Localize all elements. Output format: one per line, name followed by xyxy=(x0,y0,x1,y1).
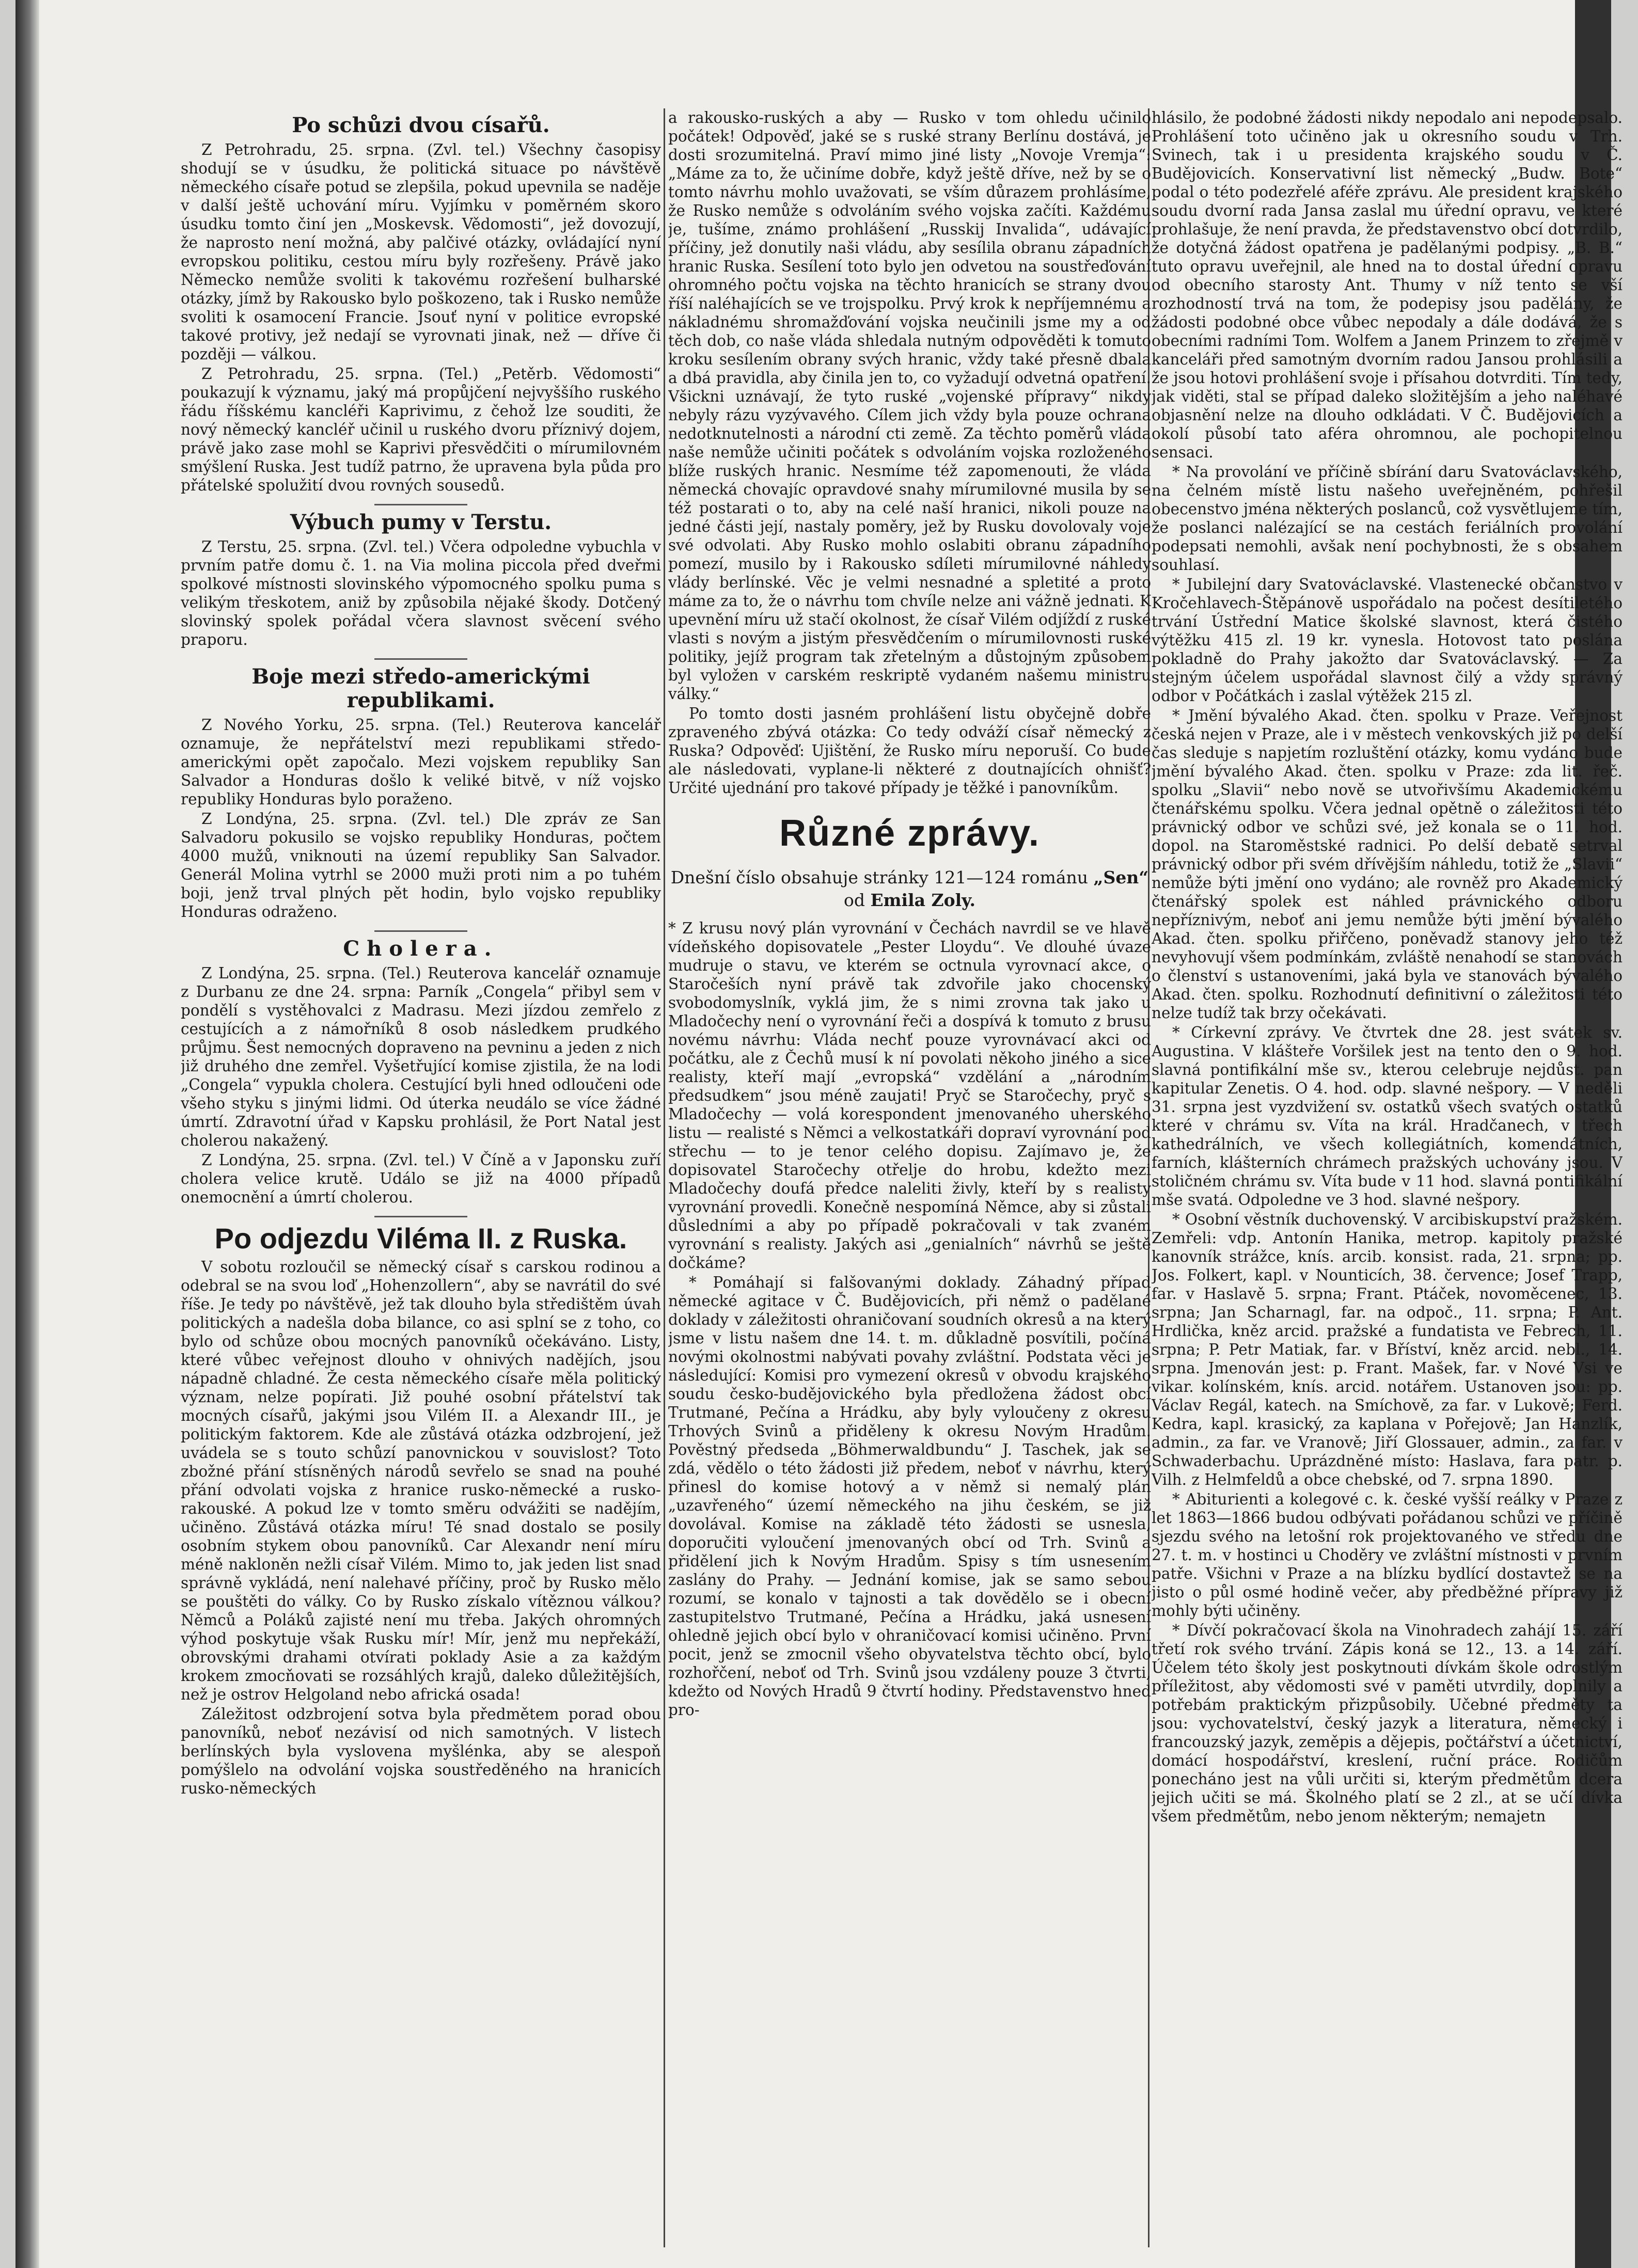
article-paragraph: Z Petrohradu, 25. srpna. (Zvl. tel.) Všechny časopisy shodují se v úsudku, že politická situace po návštěvě německého císaře potud se zlepšila, pokud upevnila se naděje v další ještě uchování míru. Vyjímku v poměrném skoro úsudku tomto činí jen „Moskevsk. Vědomosti“, jež dovozují, že naprosto není možná, aby palčivé otázky, ovládající nyní evropskou politiku, cestou míru byly rozřešeny. Právě jako Německo nemůže svoliti k takovému rozřešení bulharské otázky, jímž by Rakousko bylo poškozeno, tak i Rusko nemůže svoliti k osamocení Francie. Jsouť nyní v politice evropské takové protivy, jež nedají se vyrovnati jinak, než — dříve či později — válkou. xyxy=(181,141,661,363)
article-paragraph: hlásilo, že podobné žádosti nikdy nepodalo ani nepodepsalo. Prohlášení toto učiněno jak u okresního soudu v Trh. Svinech, tak i u presidenta krajského soudu v Č. Budějovicích. Konservativní list německý „Budw. Bote“ podal o této podezřelé aféře zprávu. Ale president krajského soudu dvorní rada Jansa zaslal mu úřední opravu, ve které prohlašuje, že není pravda, že představenstvo obcí dotvrdilo, že dotyčná žádost opatřena je padělanými podpisy. „B. B.“ tuto opravu uveřejnil, ale hned na to dostal úřední opravu od obecního starosty Ant. Thumy v níž tento se vší rozhodností trvá na tom, že podepisy jsou padělány, že žádosti podobné obce vůbec nepodaly a dále dodává, že s obecními radními Tom. Wolfem a Janem Prinzem to zřejmě v kanceláři před samotným dvorním radou Jansou prohlásili a že jsou hotovi prohlášení svoje i přísahou dotvrditi. Tím tedy, jak viděti, stal se případ daleko složitějším a jeho naléhavé objasnění nelze na dlouho odkládati. V Č. Budějovicích a okolí působí tato aféra ohromnou, ale pochopitelnou sensaci. xyxy=(1152,109,1623,461)
notice-title: „Sen“ xyxy=(1093,867,1149,887)
article-heading: Cholera. xyxy=(343,937,499,961)
article-paragraph: Z Nového Yorku, 25. srpna. (Tel.) Reuterova kancelář oznamuje, že nepřátelství mezi republikami středo-americkými opět započalo. Mezi vojskem republiky San Salvador a Honduras došlo k veliké bitvě, v níž vojsko republiky Honduras bylo poraženo. xyxy=(181,716,661,808)
article xyxy=(668,919,1151,1719)
article xyxy=(181,114,661,495)
serial-notice xyxy=(668,866,1151,912)
page-fold-shadow xyxy=(15,0,39,2268)
article-heading: Výbuch pumy v Terstu. xyxy=(290,510,552,534)
column-2 xyxy=(668,108,1151,2253)
notice-author: Emila Zoly. xyxy=(870,890,975,910)
article-paragraph: * Jubilejní dary Svatováclavské. Vlastenecké občanstvo v Kročehlavech-Štěpánově uspořádalo na počest desítiletého trvání Ústřední Matice školské slavnost, která čistého výtěžku 415 zl. 19 kr. vynesla. Hotovost tato poslána pokladně do Prahy jakožto dar Svatováclavský. — Za stejným účelem uspořádal slavnost čilý a vždy správný odbor v Počátkách i zaslal výtěžek 215 zl. xyxy=(1152,576,1623,705)
article-paragraph: * Osobní věstník duchovenský. V arcibiskupství pražském. Zemřeli: vdp. Antonín Hanika, metrop. kapitoly pražské kanovník strážce, knís. arcib. konsist. rada, 21. srpna; pp. Jos. Folkert, kapl. v Nounticích, 38. července; Josef Trapp, far. v Haslavě 5. srpna; Frant. Ptáček, novoměcenec, 13. srpna; Jan Scharnagl, far. na odpoč., 11. srpna; P. Ant. Hrdlička, kněz arcid. pražské a fundatista ve Febrech, 11. srpna; P. Petr Matiak, far. v Bříství, kněz arcid. nebl., 14. srpna. Jmenován jest: p. Frant. Mašek, far. v Nové Vsi ve vikar. kolínském, knís. arcid. notářem. Ustanoven jsou: pp. Václav Regál, katech. na Smíchově, za far. v Lukově; Ferd. Kedra, kapl. krasický, za kaplana v Pořejově; Jan Hanzlík, admin., za far. ve Vranově; Jiří Glossauer, admin., za far. v Schwaderbachu. Uprázdněné místo: Haslava, fara patr. p. Vilh. z Helmfeldů a obce chebské, od 7. srpna 1890. xyxy=(1152,1211,1623,1488)
article-paragraph: Z Terstu, 25. srpna. (Zvl. tel.) Včera odpoledne vybuchla v prvním patře domu č. 1. na Via molina piccola před dveřmi spolkové místnosti slovinského výpomocného spolku puma s velikým třeskotem, aniž by způsobila nějaké škody. Dotčený slovinský spolek pořádal včera slavnost svěcení svého praporu. xyxy=(181,538,661,648)
article-paragraph: * Z krusu nový plán vyrovnání v Čechách navrdil se ve hlavě vídeňského dopisovatele „Pester Lloydu“. Ve dlouhé úvaze mudruje o stavu, ve kterém se octnula vyrovnací akce, o Staročeších nyní právě tak zdvořile jako chocenský svobodomyslník, vyklá jim, že s nimi zrovna tak jako u Mladočechy není o vyrovnání řeči a dospívá k tomuto z brusu novému návrhu: Vláda nechť pouze vyrovnávací akci od počátku, ale z Čechů musí k ní povolati někoho jiného a sice realisty, kteří mají „evropská“ vzdělání a „národním předsudkem“ jsou méně zaujati! Pryč se Staročechy, pryč s Mladočechy — volá korespondent jmenovaného uherského listu — realisté s Němci a velkostatkáři dopraví vyrovnání pod střechu — to je tenor celého dopisu. Zajímavo je, že dopisovatel Staročechy otřelje do hrobu, kdežto mezi Mladočechy doufá předce naleliti živly, kteří by s realisty vyrovnání provedli. Konečně nespomíná Němce, aby si zůstali důsledními a aby po případě pokračovali v tak zvaném vyrovnání s realisty. Jakých asi „genialních“ návrhů se ještě dočkáme? xyxy=(668,919,1151,1272)
article-paragraph: * Abiturienti a kolegové c. k. české vyšší reálky v Praze z let 1863—1866 budou odbývati pořádanou schůzi ve příčině sjezdu svého na letošní rok projektovaného ve středu dne 27. t. m. v hostinci u Choděry ve zvláštní místnosti v prvním patře. Všichni v Praze a na blízku bydlící dostavtež se na jisto o půl osmé hodině večer, aby předběžné přípravy již mohly býti učiněny. xyxy=(1152,1490,1623,1620)
section-divider xyxy=(374,504,467,505)
article xyxy=(181,937,661,1207)
article-paragraph: * Církevní zprávy. Ve čtvrtek dne 28. jest svátek sv. Augustina. V klášteře Voršilek jest na tento den o 9. hod. slavná pontifikální mše sv., kterou celebruje nejdůst. pan kapitular Zenetis. O 4. hod. odp. slavné nešpory. — V neděli 31. srpna jest vyzdvižení sv. ostatků všech svatých ostatků které v chrámu sv. Víta na král. Hradčanech, v třech kathedrálních, ve všech kollegiátních, komendátních, farních, klášterních chrámech pražských uchovány jsou. V stoličném chrámu sv. Víta bude v 11 hod. slavná pontifikální mše svatá. Odpoledne ve 3 hod. slavné nešpory. xyxy=(1152,1024,1623,1209)
article-paragraph: a rakousko-ruských a aby — Rusko v tom ohledu učinilo počátek! Odpověď, jaké se s ruské strany Berlínu dostává, je dosti srozumitelná. Praví mimo jiné listy „Novoje Vremja“: „Máme za to, že učiníme dobře, když ještě dříve, než by se o tomto návrhu mohlo uvažovati, se vším důrazem prohlásíme, že Rusko nemůže s odvoláním svého vojska začíti. Každému je, tušíme, známo prohlášení „Russkij Invalida“, udávající příčiny, jež donutily naši vládu, aby sesílila obranu západních hranic Ruska. Sesílení toto bylo jen odvetou na soustřeďování ohromného počtu vojska na těchto hranicích se strany dvou říší naléhajících se ve trojspolku. Prvý krok k nepříjemnému a nákladnému shromažďování vojska neučinili jsme my a od těch dob, co naše vláda shledala nutným odpověděti k tomuto kroku sesílením obrany svých hranic, vždy také přesně dbala a dbá pravidla, aby činila jen to, co vyžadují odvetná opatření. Všickni uznávají, že tyto ruské „vojenské přípravy“ nikdy nebyly rázu vyzývavého. Cílem jich vždy byla pouze ochrana nedotknutelnosti a národní cti země. Za těchto poměrů vláda naše nemůže učiniti počátek s odvoláním vojska rozloženého blíže ruských hranic. Nesmíme též zapomenouti, že vláda německá chovajíc opravdové snahy mírumilovné musila by se též postarati o to, aby na celé naší hranici, nikoli pouze na jedné části její, nastaly poměry, jež by Rusku dovolovaly voje své odvolati. Aby Rusko mohlo oslabiti obranu západního pomezí, musilo by i Rakousko sdíleti mírumilovné náhledy vlády berlínské. Věc je velmi nesnadné a spletité a proto máme za to, že o návrhu tom chvíle nelze ani vážně jednati. K upevnění míru už stačí okolnost, že císař Vilém odjíždí z ruské vlasti s novým a jistým přesvědčením o mírumilovnosti ruské politiky, jejíž program tak zřetelným a důstojným způsobem byl vyložen v carském reskriptě vydaném našemu ministru války.“ xyxy=(668,109,1151,703)
article-paragraph: Po tomto dosti jasném prohlášení listu obyčejně dobře zpraveného zbývá otázka: Co tedy odváží císař německý z Ruska? Odpověď: Ujištění, že Rusko míru neporuší. Co bude ale následovati, vyplane-li některé z doutnajících ohnišť? Určité ujednání pro takové případy je těžké i panovníkům. xyxy=(668,705,1151,797)
article-paragraph: * Dívčí pokračovací škola na Vinohradech zahájí 15. září třetí rok svého trvání. Zápis koná se 12., 13. a 14. září. Účelem této školy jest poskytnouti dívkám škole odrostlým příležitost, aby vědomosti své v paměti utvrdily, doplnily a potřebám praktickým přizpůsobily. Učebné předměty ta jsou: vychovatelství, český jazyk a literatura, německý i francouzský jazyk, zeměpis a dějepis, počtářství a účetnictví, domácí hospodářství, kreslení, ruční práce. Rodičům ponecháno jest na vůli určiti si, kterým předmětům dcera jejich učiti se má. Školného platí se 2 zl., at se učí dívka všem předmětům, nebo jenom některým; nemajetn xyxy=(1152,1622,1623,1825)
article-paragraph: Z Londýna, 25. srpna. (Tel.) Reuterova kancelář oznamuje z Durbanu ze dne 24. srpna: Parník „Congela“ přibyl sem v pondělí s vystěhovalci z Madrasu. Mezi jízdou zemřelo z cestujících a z námořníků 8 osob následkem prudkého průjmu. Šest nemocných dopraveno na pevninu a jeden z nich již druhého dne zemřel. Vyšetřující komise zjistila, že na lodi „Congela“ vypukla cholera. Cestující byli hned odloučeni ode všeho styku s jinými lidmi. Od úterka neudálo se více žádné úmrtí. Zdravotní úřad v Kapsku prohlásil, že Port Natal jest cholerou nakažený. xyxy=(181,964,661,1149)
section-divider xyxy=(374,1216,467,1217)
column-rule xyxy=(664,108,665,2247)
article xyxy=(668,108,1151,797)
article-paragraph: Z Londýna, 25. srpna. (Zvl. tel.) V Číně a v Japonsku zuří cholera velice krutě. Událo se již na 4000 případů onemocnění a úmrtí cholerou. xyxy=(181,1151,661,1206)
article-heading: Po odjezdu Viléma II. z Ruska. xyxy=(214,1222,627,1255)
article-paragraph: Z Petrohradu, 25. srpna. (Tel.) „Petěrb. Vědomosti“ poukazují k významu, jaký má propůjčení nejvyššího ruského řádu říšskému kancléři Kaprivimu, z čehož lze souditi, že nový německý kancléř učinil u ruského dvoru příznivý dojem, právě jako zase mohl se Kaprivi přesvědčiti o mírumilovném smýšlení Ruska. Jest tudíž patrno, že upravena byla půda pro přátelské spolužití dvou rovných sousedů. xyxy=(181,365,661,494)
article xyxy=(181,1223,661,1798)
newspaper-page xyxy=(15,0,1623,2268)
article-heading: Boje mezi středo-americkými republikami. xyxy=(251,664,590,712)
article xyxy=(181,511,661,649)
article xyxy=(1152,108,1623,1826)
article-paragraph: V sobotu rozloučil se německý císař s carskou rodinou a odebral se na svou loď „Hohenzollern“, aby se navrátil do své říše. Je tedy po návštěvě, jež tak dlouho byla středištěm úvah politických a nadešla doba bilance, co asi splní se z toho, co bylo od schůze obou mocných panovníků očekáváno. Listy, které vůbec veřejnost dlouho v ohnivých nadějích, jsou nápadně chladné. Že cesta německého císaře měla politický význam, nelze popírati. Již pouhé osobní přátelství tak mocných císařů, jakými jsou Vilém II. a Alexandr III., je politickým faktorem. Kde ale zůstává otázka odzbrojení, jež uvádela se s touto schůzí panovnickou v souvislost? Toto zbožné přání stísněných národů sevřelo se snad na pouhé přání odvolati vojska z hranice rusko-německé a rusko-rakouské. A pokud lze v tomto směru odvážiti se nadějím, učiněno. Zůstává otázka míru! Té snad dostalo se posily osobním stykem obou panovníků. Car Alexandr není míru méně nakloněn nežli císař Vilém. Mimo to, jak jeden list snad správně vykládá, není nalehavé příčiny, proč by Rusko mělo se pouštěti do války. Co by Rusko získalo vítěznou válkou? Němců a Poláků zajisté není mu třeba. Jakých ohromných výhod poskytuje však Rusku mír! Mír, jenž mu nepřekáží, obrovskými drahami otvírati poklady Asie a za každým krokem zmocňovati se rozsáhlých krajů, daleko důležitějších, než je ostrov Helgoland nebo africká osada! xyxy=(181,1258,661,1703)
notice-text: od xyxy=(843,890,871,910)
section-divider xyxy=(374,658,467,660)
column-1 xyxy=(181,108,661,2253)
article-paragraph: * Jmění bývalého Akad. čten. spolku v Praze. Veřejnost česká nejen v Praze, ale i v městech venkovských již po delší čas sleduje s napjetím rozluštění otázky, komu vydáno bude jmění bývalého Akad. čten. spolku v Praze: zda lit. řeč. spolku „Slavii“ nebo nově se utvořivšímu Akademickému čtenářskému spolku. Včera jednal opětně o záležitosti této právnický odbor ve schůzi své, jež konala se o 11. hod. dopol. na Staroměstské radnici. Po delší debatě setrval právnický odbor při svém dřívějším náhledu, totiž že „Slavii“ nemůže býti jmění ono vydáno; ale rovněž pro Akademický čtenářský spolek est náhled právnického odboru nepříznivým, neboť ani jemu nemůže býti jmění bývalého Akad. čten. spolku přiřčeno, poněvadž stanovy jeho též nevyhovují všem podmínkám, zvláště nenahodí se stanovách o členství s ustanoveními, jaká byla ve stanovách bývalého Akad. čten. spolku. Rozhodnutí definitivní o záležitosti této nelze tudíž tak brzy očekávati. xyxy=(1152,707,1623,1022)
section-banner: Různé zprávy. xyxy=(779,813,1040,854)
article xyxy=(181,665,661,921)
column-3 xyxy=(1152,108,1623,2253)
notice-text: Dnešní číslo obsahuje stránky 121—124 románu xyxy=(670,867,1094,887)
article-paragraph: Z Londýna, 25. srpna. (Zvl. tel.) Dle zpráv ze San Salvadoru pokusilo se vojsko republiky Honduras, počtem 4000 mužů, vniknouti na území republiky San Salvador. Generál Molina vytrhl se 2000 muži proti nim a po tuhém boji, jenž trval plných pět hodin, bylo vojsko republiky Honduras odraženo. xyxy=(181,810,661,921)
article-paragraph: * Na provolání ve příčině sbírání daru Svatováclavského, na čelném místě listu našeho uveřejněném, pohřešil obecenstvo jména některých poslanců, což vysvětlujeme tím, že poslanci nalézající se na cestách feriálních provolání podepsati nemohli, avšak není pochybnosti, že s obsahem souhlasí. xyxy=(1152,463,1623,574)
article-heading: Po schůzi dvou císařů. xyxy=(292,113,550,137)
article-paragraph: * Pomáhají si falšovanými doklady. Záhadný případ německé agitace v Č. Budějovicích, při němž o padělané doklady v záležitosti ohraničovaní soudních okresů a na který jsme v listu našem dne 14. t. m. důkladně posvítili, počíná novými okolnostmi nabývati povahy zvláštní. Podstata věci je následující: Komisi pro vymezení okresů v obvodu krajského soudu česko-budějovického byla předložena žádost obcí Trutmané, Pečína a Hrádku, aby byly vyloučeny z okresu Trhových Svinů a přiděleny k okresu Novým Hradům. Pověstný předseda „Böhmerwaldbundu“ J. Taschek, jak se zdá, vědělo o této žádosti již předem, neboť v návrhu, který přinesl do komise hotový a v němž si nemalý plán „uzavřeného“ území německého na jihu českém, se již dovolával. Komise na základě této žádosti se usnesla, doporučiti vyloučení jmenovaných obcí od Trh. Svinů a přidělení jich k Novým Hradům. Spisy s tím usnesením zaslány do Prahy. — Jednání komise, jak se samo sebou rozumí, se konalo v tajnosti a tak dovědělo se i obecní zastupitelstvo Trutmané, Pečína a Hrádku, jaká usnesení ohledně jejich obcí bylo v ohraničovací komisi učiněno. První pocit, jenž se zmocnil všeho obyvatelstva těchto obcí, bylo rozhořčení, neboť od Trh. Svinů jsou vzdáleny pouze 3 čtvrti, kdežto od Nových Hradů 9 čtvrtí hodiny. Představenstvo hned pro- xyxy=(668,1274,1151,1719)
article-paragraph: Záležitost odzbrojení sotva byla předmětem porad obou panovníků, neboť nezávisí od nich samotných. V listech berlínských byla vyslovena myšlénka, aby se alespoň pomýšlelo na odvolání vojska soustředěného na hranicích rusko-německých xyxy=(181,1705,661,1797)
section-divider xyxy=(374,930,467,932)
